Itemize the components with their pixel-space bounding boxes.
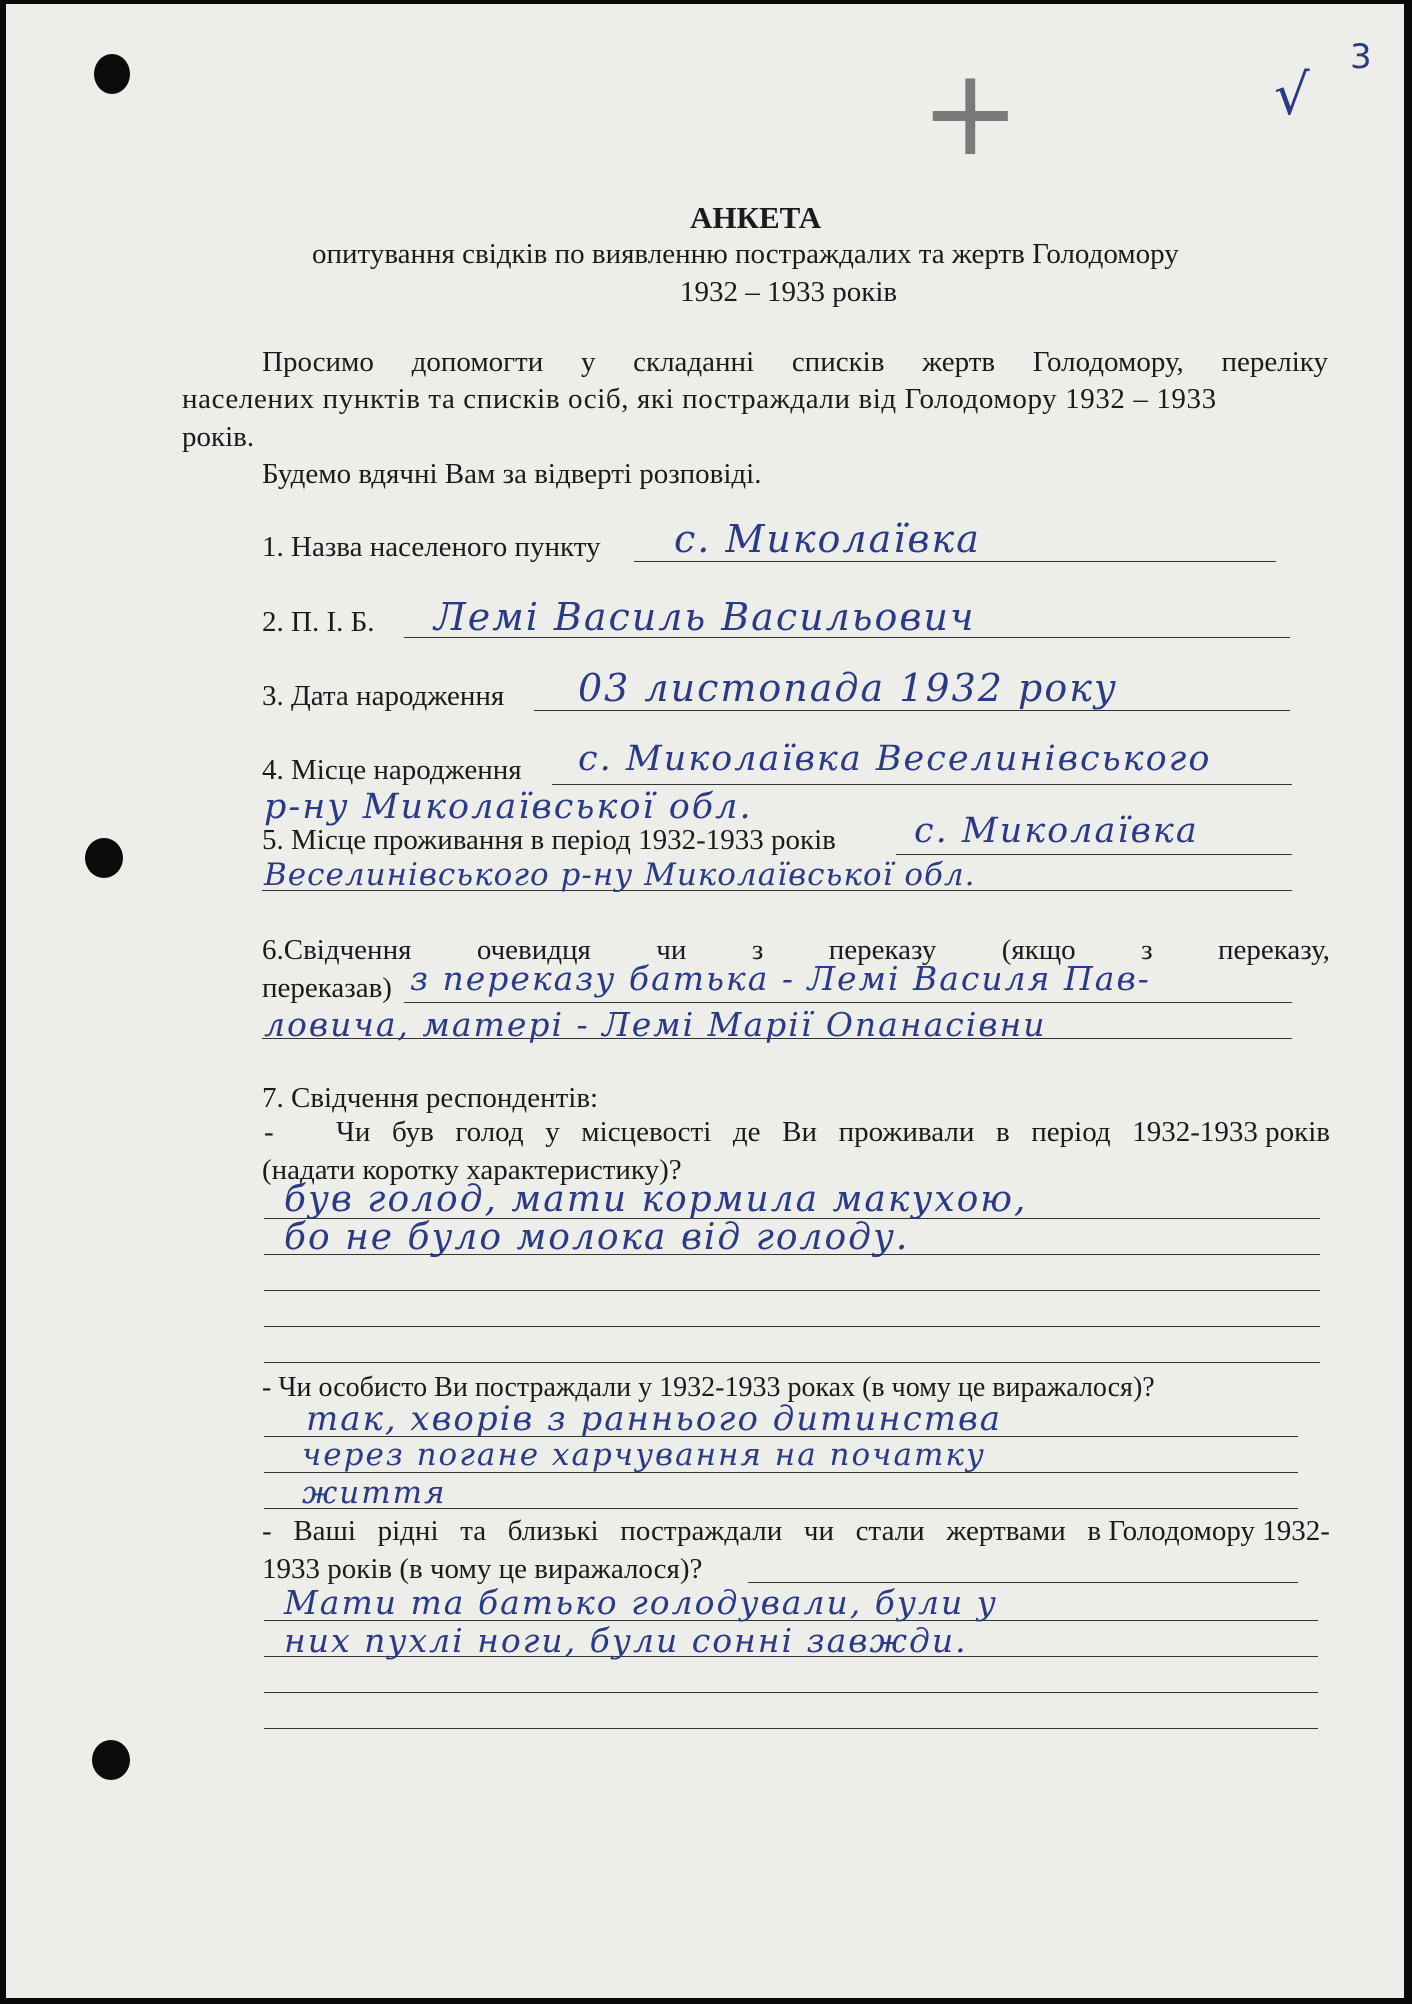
- document-page: [6, 4, 1404, 1998]
- question-7c-line-2: 1933 років (в чому це виражалося)?: [262, 1553, 703, 1585]
- field-3-underline: [534, 710, 1290, 711]
- question-7a-line-2: (надати коротку характеристику)?: [262, 1154, 682, 1186]
- page-number: 3: [1350, 37, 1372, 77]
- field-3-value: 03 листопада 1932 року: [578, 666, 1118, 710]
- punch-hole-bottom: [92, 1740, 130, 1780]
- section-7-heading: 7. Свідчення респондентів:: [262, 1082, 599, 1114]
- intro-thanks: Будемо вдячні Вам за відверті розповіді.: [262, 458, 762, 490]
- field-3-label: 3. Дата народження: [262, 680, 505, 712]
- answer-7b-text-line-2: через погане харчування на початку: [302, 1437, 986, 1473]
- answer-7a-line-4: [264, 1326, 1320, 1327]
- question-7c-line-1: - Ваші рідні та близькі постраждали чи стали жертвами в Голодомору 1932-: [262, 1515, 1330, 1547]
- punch-hole-top: [94, 54, 130, 94]
- answer-7a-line-5: [264, 1362, 1320, 1363]
- answer-7b-text-line-3: життя: [302, 1475, 447, 1511]
- field-5-underline-1: [896, 854, 1292, 855]
- field-6-label-line-2: переказав): [262, 972, 392, 1004]
- field-5-value-line-2: Веселинівського р-ну Миколаївської обл.: [264, 857, 976, 893]
- answer-7b-text-line-1: так, хворів з раннього дитинства: [306, 1399, 1003, 1439]
- form-years: 1932 – 1933 років: [680, 276, 898, 308]
- form-subtitle: опитування свідків по виявленню постраждалих та жертв Голодомору: [312, 238, 1179, 270]
- field-6-value-line-2: ловича, матері - Лемі Марії Опанасівни: [264, 1005, 1047, 1044]
- field-6-underline-1: [404, 1002, 1292, 1003]
- field-4-underline: [552, 784, 1292, 785]
- form-title: АНКЕТА: [690, 200, 822, 235]
- pencil-cross-mark: +: [920, 44, 1021, 183]
- checkmark-mark: √: [1274, 63, 1310, 128]
- field-1-underline: [634, 561, 1276, 562]
- field-1-label: 1. Назва населеного пункту: [262, 531, 601, 563]
- answer-7c-text-line-2: них пухлі ноги, були сонні завжди.: [284, 1621, 968, 1660]
- answer-7a-text-line-2: бо не було молока від голоду.: [284, 1217, 910, 1258]
- field-2-value: Лемі Василь Васильович: [434, 595, 976, 639]
- field-4-label: 4. Місце народження: [262, 754, 522, 786]
- question-7a-line-1: Чи був голод у місцевості де Ви проживали в період 1932-1933 років: [336, 1116, 1330, 1148]
- answer-7c-text-line-1: Мати та батько голодували, були у: [284, 1583, 998, 1622]
- intro-line-1: Просимо допомогти у складанні списків жертв Голодомору, переліку: [262, 346, 1328, 378]
- intro-line-3: років.: [182, 421, 255, 453]
- question-7b: - Чи особисто Ви постраждали у 1932-1933 роках (в чому це виражалося)?: [262, 1372, 1155, 1403]
- answer-7a-line-3: [264, 1290, 1320, 1291]
- field-6-value-line-1: з переказу батька - Лемі Василя Пав-: [410, 959, 1151, 998]
- field-1-value: с. Миколаївка: [674, 517, 981, 561]
- question-7a-dash: -: [264, 1116, 274, 1148]
- field-2-label: 2. П. І. Б.: [262, 606, 375, 638]
- answer-7c-line-4: [264, 1728, 1318, 1729]
- field-6-label-line-1: 6.Свідчення очевидця чи з переказу (якщо з переказу,: [262, 934, 1330, 966]
- answer-7a-text-line-1: був голод, мати кормила макухою,: [284, 1179, 1028, 1220]
- punch-hole-middle: [85, 838, 123, 878]
- field-4-value-line-1: с. Миколаївка Веселинівського: [578, 739, 1212, 779]
- field-5-value-line-1: с. Миколаївка: [914, 811, 1199, 851]
- field-4-value-line-2: р-ну Миколаївської обл.: [264, 787, 753, 827]
- field-5-label: 5. Місце проживання в період 1932-1933 років: [262, 824, 836, 856]
- answer-7c-line-3: [264, 1692, 1318, 1693]
- intro-line-2: населених пунктів та списків осіб, які постраждали від Голодомору 1932 – 1933: [182, 383, 1217, 415]
